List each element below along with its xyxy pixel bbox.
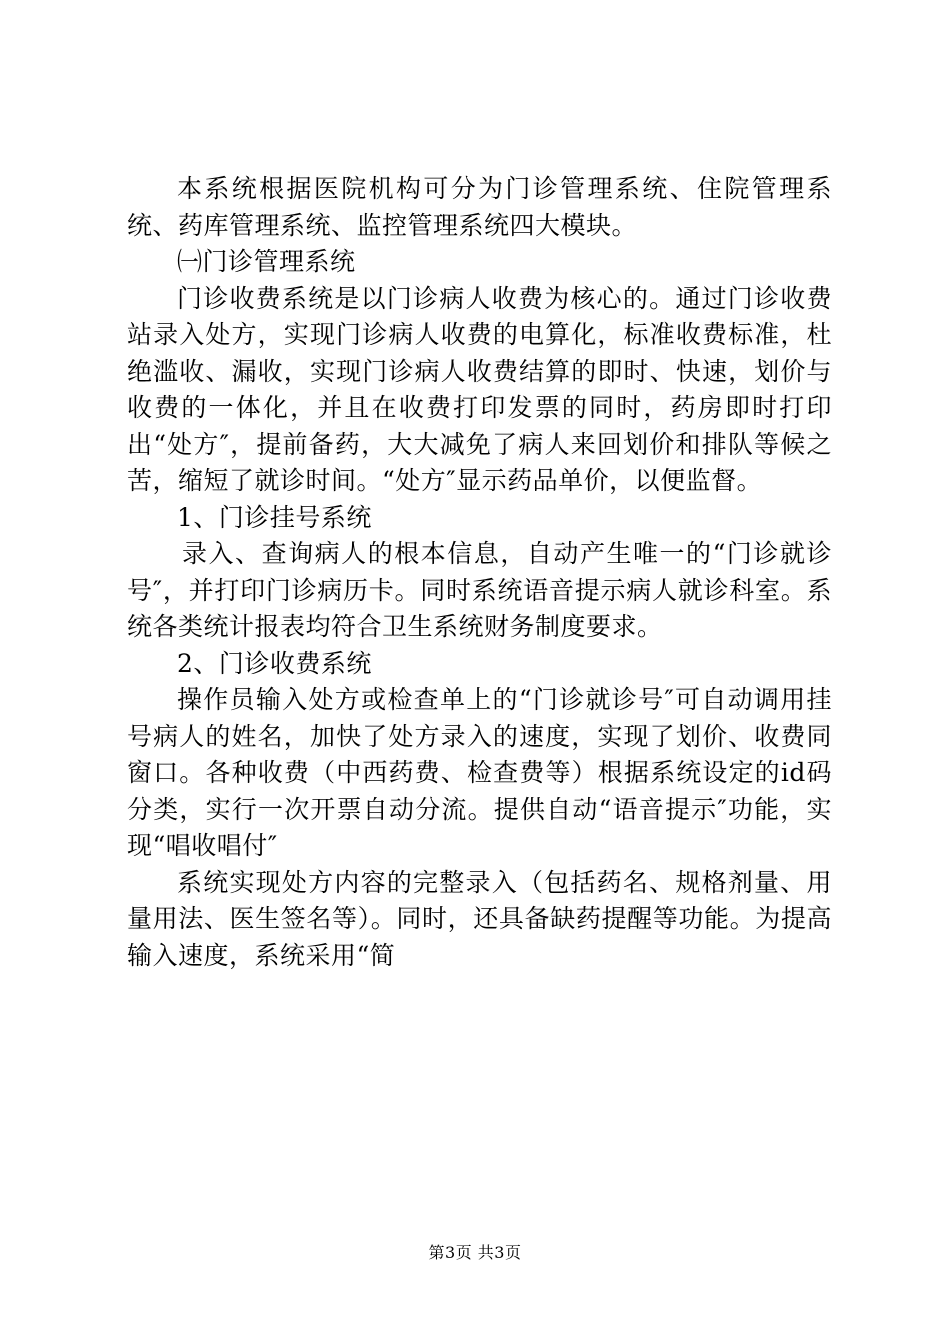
document-body — [127, 171, 832, 974]
prescription-paragraph: 系统实现处方内容的完整录入（包括药名、规格剂量、用量用法、医生签名等）。同时，还具备缺药提醒等功能。为提高输入速度，系统采用“简 — [127, 867, 832, 970]
page-footer: 第3页 共3页 — [428, 1243, 522, 1262]
charging-paragraph: 操作员输入处方或检查单上的“门诊就诊号″可自动调用挂号病人的姓名，加快了处方录入的速度，实现了划价、收费同窗口。各种收费（中西药费、检查费等）根据系统设定的id码分类，实行一次开票自动分流。提供自动“语音提示″功能，实现“唱收唱付″ — [127, 685, 832, 860]
outpatient-fee-paragraph: 门诊收费系统是以门诊病人收费为核心的。通过门诊收费站录入处方，实现门诊病人收费的电算化，标准收费标准，杜绝滥收、漏收，实现门诊病人收费结算的即时、快速，划价与收费的一体化，并且在收费打印发票的同时，药房即时打印出“处方″，提前备药，大大减免了病人来回划价和排队等候之苦，缩短了就诊时间。“处方″显示药品单价，以便监督。 — [127, 283, 832, 495]
subsection-heading-registration: 1、门诊挂号系统 — [177, 502, 372, 532]
section-heading-outpatient: ㈠门诊管理系统 — [177, 247, 356, 276]
registration-paragraph: 录入、查询病人的根本信息，自动产生唯一的“门诊就诊号″，并打印门诊病历卡。同时系统语音提示病人就诊科室。系统各类统计报表均符合卫生系统财务制度要求。 — [127, 539, 832, 641]
intro-paragraph: 本系统根据医院机构可分为门诊管理系统、住院管理系统、药库管理系统、监控管理系统四大模块。 — [127, 174, 832, 240]
subsection-heading-charging: 2、门诊收费系统 — [177, 648, 372, 678]
